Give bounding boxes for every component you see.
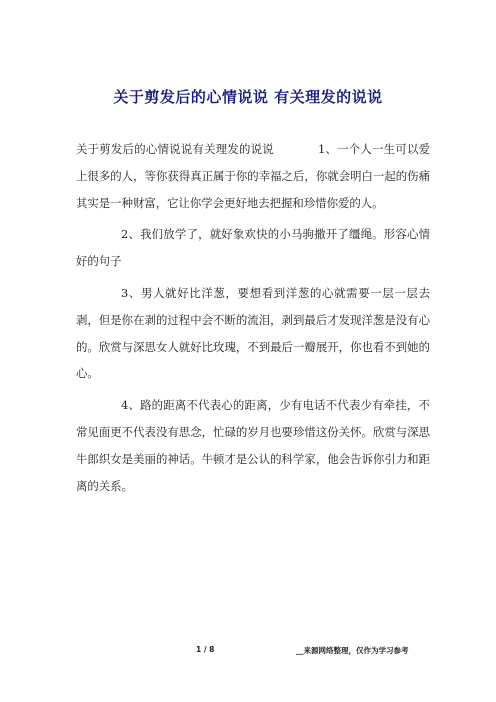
paragraph-2: 2、我们放学了，就好象欢快的小马驹撒开了缰绳。形容心情好的句子: [76, 227, 430, 269]
page-footer: [0, 645, 496, 659]
document-title: 关于剪发后的心情说说 有关理发的说说: [113, 88, 383, 106]
document-body: [76, 136, 430, 504]
paragraph-1: [76, 136, 430, 216]
intro-text: 关于剪发后的心情说说有关理发的说说: [76, 142, 274, 156]
paragraph-4: 4、路的距离不代表心的距离，少有电话不代表少有牵挂，不常见面更不代表没有思念，忙碌的岁月也要珍惜这份关怀。欣赏与深思牛郎织女是美丽的神话。牛顿才是公认的科学家，他会告诉你引力和距离的关系。: [76, 398, 430, 493]
paragraph-3: 3、男人就好比洋葱，要想看到洋葱的心就需要一层一层去剥，但是你在剥的过程中会不断的流泪，剥到最后才发现洋葱是没有心的。欣赏与深思女人就好比玫瑰，不到最后一瓣展开，你也看不到她的心。: [76, 285, 430, 381]
page-number: 1 / 8: [196, 645, 215, 654]
paragraph-1-text: 1、一个人一生可以爱上很多的人，等你获得真正属于你的幸福之后，你就会明白一起的伤痛其实是一种财富，它让你学会更好地去把握和珍惜你爱的人。: [76, 142, 430, 210]
source-note: __来源网络整理，仅作为学习参考: [296, 646, 409, 655]
